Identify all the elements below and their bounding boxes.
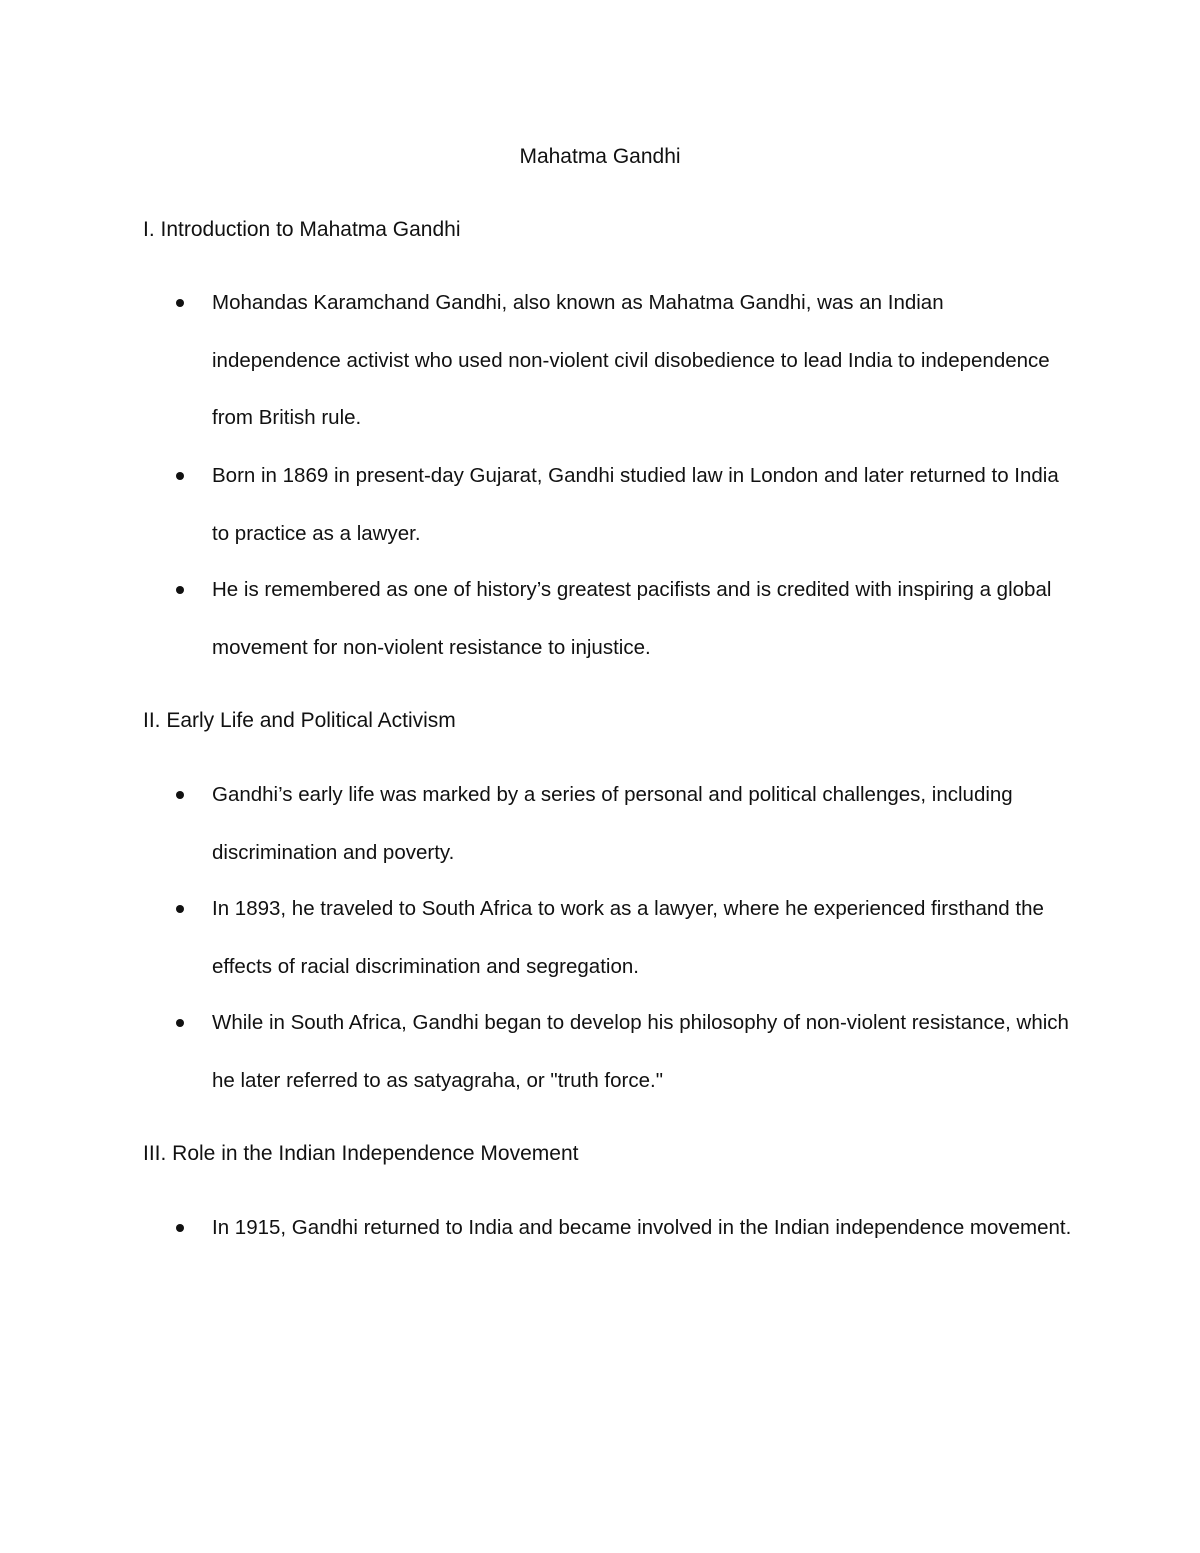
section-heading-3: III. Role in the Indian Independence Movement — [143, 1142, 579, 1165]
bullet-marker — [176, 299, 184, 307]
bullet-item: Mohandas Karamchand Gandhi, also known as Mahatma Gandhi, was an Indian independence activist who used non-violent civil disobedience to lead India to independence from British rule. — [212, 291, 1050, 429]
bullet-marker — [176, 791, 184, 799]
bullet-item: While in South Africa, Gandhi began to develop his philosophy of non-violent resistance, which he later referred to as satyagraha, or "truth force." — [212, 1011, 1069, 1092]
bullet-marker — [176, 905, 184, 913]
bullet-item: Gandhi’s early life was marked by a series of personal and political challenges, including discrimination and poverty. — [212, 783, 1013, 864]
bullet-marker — [176, 1019, 184, 1027]
bullet-marker — [176, 1224, 184, 1232]
bullet-marker — [176, 586, 184, 594]
section-heading-1: I. Introduction to Mahatma Gandhi — [143, 218, 461, 241]
bullet-marker — [176, 472, 184, 480]
bullet-item: Born in 1869 in present-day Gujarat, Gandhi studied law in London and later returned to India to practice as a lawyer. — [212, 464, 1059, 545]
bullet-item: In 1893, he traveled to South Africa to work as a lawyer, where he experienced firsthand the effects of racial discrimination and segregation. — [212, 897, 1044, 978]
section-heading-2: II. Early Life and Political Activism — [143, 709, 456, 732]
bullet-item: He is remembered as one of history’s greatest pacifists and is credited with inspiring a global movement for non-violent resistance to injustice. — [212, 578, 1052, 659]
bullet-item: In 1915, Gandhi returned to India and became involved in the Indian independence movement. — [212, 1216, 1072, 1239]
document-title: Mahatma Gandhi — [519, 145, 681, 168]
